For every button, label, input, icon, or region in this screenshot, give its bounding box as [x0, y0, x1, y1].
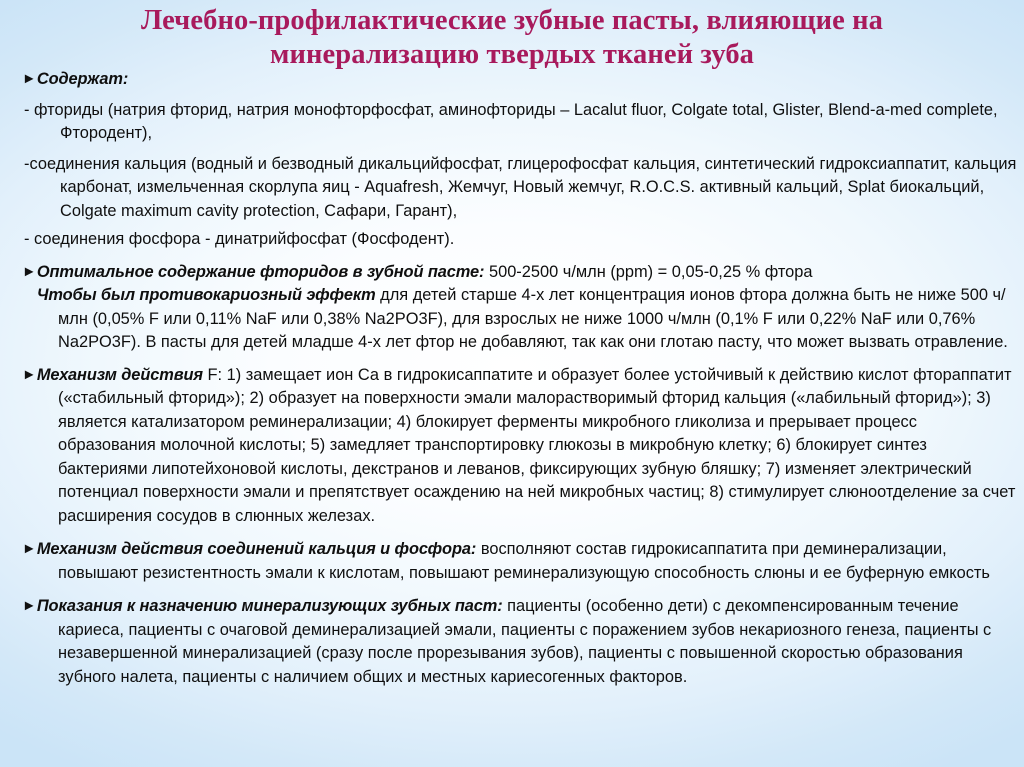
optimal-fluoride-lead: Оптимальное содержание фторидов в зубной пасте: — [36, 262, 485, 281]
indications-item — [10, 595, 1018, 689]
contains-heading-item — [10, 68, 1018, 92]
phosphorus-compounds-list-item — [10, 228, 1018, 252]
optimal-fluoride-item — [10, 261, 1018, 285]
calcium-mechanism-item — [10, 538, 1018, 585]
contains-heading-label: Содержат: — [36, 70, 129, 88]
triangle-bullet-icon: ► — [22, 598, 37, 614]
phosphorus-compounds-text: - соединения фосфора - динатрийфосфат (Фосфодент). — [24, 230, 455, 248]
triangle-bullet-icon: ► — [22, 263, 37, 280]
anticaries-effect-lead: Чтобы был противокариозный эффект — [36, 286, 376, 304]
triangle-bullet-icon: ► — [22, 366, 37, 383]
anticaries-effect-body: для детей старше 4-х лет концентрация ионов фтора должна быть не ниже 500 ч/млн (0,05% F или 0,11% NaF или 0,38% Na2PO3F), для взрослых не ниже 1000 ч/млн (0,1% F или 0,22% NaF или 0,76% Na2PO3F). В пасты для детей младше 4-х лет фтор не добавляют, так как они глотаю пасту, что может вызвать отравление. — [58, 286, 1008, 351]
fluoride-mechanism-body: F: 1) замещает ион Са в гидрокисаппатите и образует более устойчивый к действию кислот фтораппатит («стабильный фторид»); 2) образует на поверхности эмали малорастворимый фторид кальция («лабильный фторид»); 3) является катализатором реминерализации; 4) блокирует ферменты микробного гликолиза и прерывает процесс образования молочной кислоты; 5) замедляет транспортировку глюкозы в микробную клетку; 6) блокирует синтез бактериями липотейхоновой кислоты, декстранов и леванов, фиксирующих зубную бляшку; 7) изменяет электрический потенциал поверхности эмали и препятствует осаждению на ней микробных частиц; 8) стимулирует слюноотделение за счет расширения сосудов в слюнных железах. — [58, 365, 1016, 525]
slide-body — [0, 68, 1024, 689]
fluoride-mechanism-item — [10, 364, 1018, 529]
fluoride-mechanism-lead: Механизм действия — [36, 365, 203, 384]
fluorides-list-item — [10, 99, 1018, 146]
triangle-bullet-icon: ► — [22, 71, 37, 87]
indications-lead: Показания к назначению минерализующих зубных паст: — [36, 597, 503, 615]
calcium-compounds-text: -соединения кальция (водный и безводный дикальцийфосфат, глицерофосфат кальция, синтетический гидроксиаппатит, кальция карбонат, измельченная скорлупа яиц - Aquafresh, Жемчуг, Новый жемчуг, R.O.C.S. активный кальций, Splat биокальций, Colgate maximum cavity protection, Сафари, Гарант), — [24, 154, 1017, 220]
calcium-mechanism-lead: Механизм действия соединений кальция и фосфора: — [36, 540, 477, 558]
optimal-fluoride-body: 500-2500 ч/млн (ppm) = 0,05-0,25 % фтора — [484, 262, 813, 281]
triangle-bullet-icon: ► — [22, 541, 37, 557]
page-title: Лечебно-профилактические зубные пасты, влияющие на минерализацию твердых тканей зуба — [141, 5, 883, 70]
fluorides-list-text: - фториды (натрия фторид, натрия монофторфосфат, аминофториды – Lacalut fluor, Colgate total, Glister, Blend-a-med complete, Фтородент), — [24, 100, 998, 142]
indications-body: пациенты (особенно дети) с декомпенсированным течение кариеса, пациенты с очаговой деминерализацией эмали, пациенты с поражением зубов некариозного генеза, пациенты с незавершенной минерализацией (сразу после прорезывания зубов), пациенты с повышенной скоростью образования зубного налета, пациенты с наличием общих и местных кариесогенных факторов. — [58, 597, 992, 686]
calcium-compounds-list-item — [10, 153, 1018, 224]
anticaries-effect-item — [10, 284, 1018, 355]
calcium-mechanism-body: восполняют состав гидрокисаппатита при деминерализации, повышают резистентность эмали к кислотам, повышают реминерализующую способность слюны и ее буферную емкость — [58, 540, 990, 582]
